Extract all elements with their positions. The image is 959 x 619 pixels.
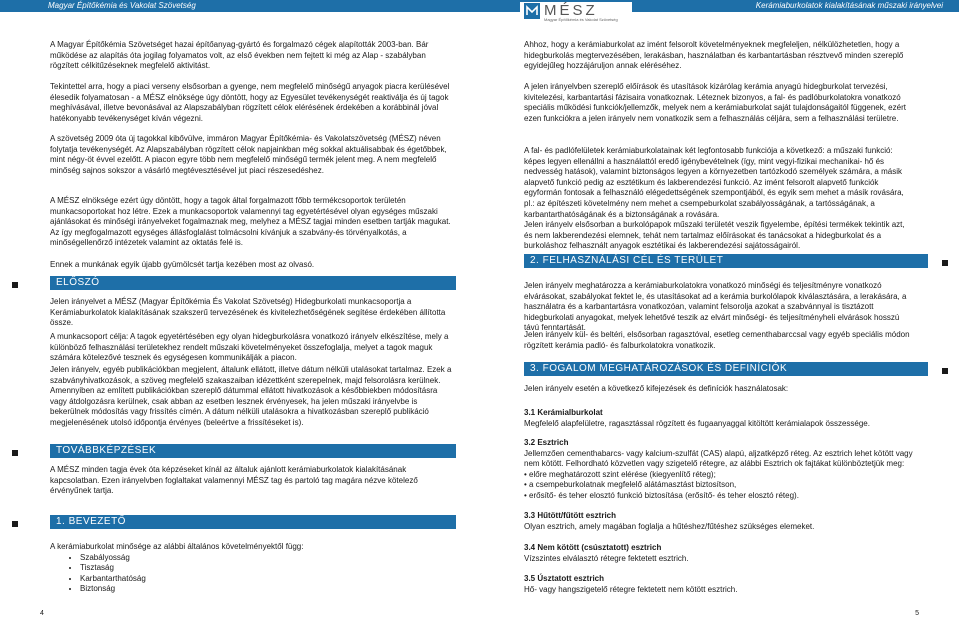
definition-text: Olyan esztrich, amely magában foglalja a hűtéshez/fűtéshez szükséges elemeket. [524,521,815,531]
reactivation-text: Tekintettel arra, hogy a piaci verseny elsősorban a gyenge, nem megfelelő minőségű anyagok piacra kerülésével élesedik folyamatosan - a MÉSZ elnöksége úgy döntött, hogy az Egyesület tevékenységét reaktiválja és új tagok meghívásával, illetve bevonásával az Alapszabályban rögzített célok elérésének érdekében a korábbinál jóval hatékonyabb tevékenységet kíván végezni. [50,82,450,123]
heading-fogalom [524,362,928,376]
intro-text: A Magyar Építőkémia Szövetséget hazai építőanyag-gyártó és forgalmazó cégek alapították 2003-ban. Bár működése az alapítás óta jogilag folyamatos volt, az első években nem fejtett ki még az Alap - szabályban rögzített célkitűzéseknek megfelelő aktivitást. [50,40,429,71]
section-marker [942,368,948,374]
page-number-right: 5 [915,610,919,617]
reader-text: Ennek a munkának egyik újabb gyümölcsét tartja kezében most az olvasó. [50,260,315,269]
functions-text: A fal- és padlófelületek kerámiaburkolatainak két legfontosabb funkciója a következő: a műszaki funkció: képes legyen ellenállni a használattól eredő igénybevételnek (így, mint vegyi-fizikai mechanikai- hő és nedvesség hatások), valamint biztonságos legyen a környezetben tartózkodó személyek számára, a másik alapvető funkció pedig az esztétikum és lakberendezési funkció. Az imént felsorolt alapvető funkciók egyformán fontosak a felhasználó elégedettségének szempontjából, és egyik sem mehet a másik rovására, pl.: az építészeti követelmény nem mehet a csempeburkolat szabályosságának, a tartósságának, a karbantarthatóságának és a biztonságának a rovására. [524,146,904,219]
heading-tovabbkepzesek [50,444,456,458]
goal-paragraph [50,332,455,364]
section-marker [12,282,18,288]
definition-text: Megfelelő alapfelületre, ragasztással rögzített és fugaanyaggal kitöltött kerámialapok összessége. [524,418,870,428]
logo-mark-icon [524,3,540,19]
definition-3-4 [524,543,915,564]
page-header [0,0,959,25]
definition-3-1 [524,408,915,429]
definition-text: Hő- vagy hangszigetelő rétegre fektetett nem kötött esztrich. [524,584,738,594]
right-intro-text: Ahhoz, hogy a kerámiaburkolat az imént felsorolt követelményeknek megfeleljen, nélkülözhetetlen, hogy a hidegburkolás megtervezésében, lerakásban, használatban és karbantartásban résztvevő minden szereplő egyidejűleg hozzájáruljon annak eléréséhez. [524,40,904,71]
heading-felhasznalasi-label: 2. FELHASZNÁLÁSI CÉL ÉS TERÜLET [530,255,724,266]
heading-bevezeto-label: 1. BEVEZETŐ [56,516,126,527]
heading-felhasznalasi-cel [524,254,928,268]
section-marker [942,260,948,266]
scope-text: A jelen irányelvben szereplő előírások és utasítások kizárólag kerámia anyagú hidegburkolat tervezési, kivitelezési, karbantartási fázisaira vonatkoznak. Léteznek bizonyos, a fal- és padlóburkolatokra vonatkozó speciális működési funkciók/jellemzők, melyek nem a kerámiaburkolat saját tulajdonságaitól függenek, ezért ezen funkciókra a jelen irányelv nem vonatkozik sem a felhasználás céljára, sem a felhasználási területre. [524,82,906,123]
renaming-text: A szövetség 2009 óta új tagokkal kibővülve, immáron Magyar Építőkémia- és Vakolatszövetség (MÉSZ) néven folytatja tevékenységét. Az Alapszabályban rögzített célok napjainkban még sokkal aktuálisabbak és égetőbbek, mint négy-öt évvel ezelőtt. A piacon egyre több nem megfelelő minőségű termék jelent meg. A nem megfelelő minőség sajnos sokszor a vásárló megtévesztésével jut piaci részesedéshez. [50,134,447,175]
training-paragraph [50,465,455,497]
goal-text: A munkacsoport célja: A tagok egyetértésében egy olyan hidegburkolásra vonatkozó irányelv elkészítése, mely a különböző felhasználási területekhez rendelt műszaki követelményeket összefoglalja, melyet a tagok maguk számára kötelezővé tesznek és egységesen kommunikálják a piacon. [50,332,449,363]
list-item: • Karbantarthatóság [80,574,455,585]
scope-paragraph [524,82,915,124]
list-item: • Szabályosság [80,553,455,564]
requirements-intro: A kerámiaburkolat minősége az alábbi általános követelményektől függ: [50,542,304,551]
intro-paragraph [50,40,455,72]
definition-3-5 [524,574,915,595]
requirements-list [50,553,455,595]
list-item: • a csempeburkolatnak megfelelő alátámasztást biztosítson, [524,480,737,490]
page-number-left: 4 [40,610,44,617]
right-intro [524,40,915,72]
references-text: Jelen irányelv, egyéb publikációkban megjelent, általunk ellátott, illetve dátum nélküli utalásokat tartalmaz. Ezek a szabványhivatkozások, a szöveg megfelelő szakaszaiban idézettként szerepelnek, majd felsorolásra kerülnek. Amennyiben az említett publikációkban szereplő dátummal ellátott hivatkozások a későbbiekben módosításra vagy átdolgozásra kerülnek, csak abban az esetben lesznek érvényesek, ha jelen műszaki irányelvbe is bekerülnek módosítás vagy frissítés címén. A dátum nélküli utalásokra a hivatkozásban szereplő publikáció megjelenésének utolsó időpontja érvényes (beleértve a frissítéseket is). [50,365,452,427]
heading-eloszo [50,276,456,290]
foreword-text: Jelen irányelvet a MÉSZ (Magyar Építőkémia És Vakolat Szövetség) Hidegburkolati munkacsoportja a Kerámiaburkolatok kialakításának szakszerű tervezésének és kivitelezhetőségének segítése érdekében állította össze. [50,297,446,328]
list-item: • Tisztaság [80,563,455,574]
header-left-title: Magyar Építőkémia és Vakolat Szövetség [48,1,196,10]
training-text: A MÉSZ minden tagja évek óta képzéseket kínál az általuk ajánlott kerámiaburkolatok kialakításának kapcsolatban. Ezen irányelvben foglaltakat valamennyi MÉSZ tag és partoló tag magára nézve kötelező érvényűnek tartja. [50,465,418,496]
requirements-block [50,542,455,595]
list-item: • előre meghatározott szint elérése (kiegyenlítő réteg); [524,469,716,479]
definition-title: 3.4 Nem kötött (csúsztatott) esztrich [524,543,662,552]
logo-text: MÉSZ [544,2,598,19]
definitions-intro [524,384,915,395]
reactivation-paragraph [50,82,455,124]
definition-title: 3.5 Úsztatott esztrich [524,574,605,583]
mesz-logo [520,2,632,24]
functions-paragraph [524,146,915,220]
applicability-paragraph [524,330,915,351]
definitions-intro-text: Jelen irányelv esetén a következő kifejezések és definíciók használatosak: [524,384,789,393]
heading-fogalom-label: 3. FOGALOM MEGHATÁROZÁSOK ÉS DEFINÍCIÓK [530,363,788,374]
technical-paragraph [524,220,915,252]
definition-title: 3.3 Hűtött/fűtött esztrich [524,511,616,520]
definition-3-2 [524,438,915,502]
purpose-text: Jelen irányelv meghatározza a kerámiaburkolatokra vonatkozó minőségi és teljesítményre vonatkozó elvárásokat, szabályokat fektet le, és utasításokat ad a kerámia burkolólapok kiválasztására, a lerakására, a használatra és a karbantartásra vonatkozóan, valamint felsorolja azokat a szabvánnyal is tisztázott hidegburkolati anyagokat, melyek lehetővé teszik az elvárt minőségi- és teljesítményheli elvárások hosszú távú fenntartását. [524,281,907,333]
heading-eloszo-label: ELŐSZÓ [56,277,100,288]
section-marker [12,521,18,527]
working-groups-text: A MÉSZ elnöksége ezért úgy döntött, hogy a tagok által forgalmazott főbb termékcsoportok területén munkacsoportokat hoz létre. Ezek a munkacsoportok valamennyi tag egyetértésével olyan egységes műszaki ajánlásokat és minőségi irányelveket fogalmaznak meg, melyhez a MÉSZ tagjai minden esetben tartják magukat. Az így megfogalmazott egységes állásfoglalást tolmácsolni kívánjuk a szabvány-és törvényalkotás, a minőségellenőrző intézetek valamint az oktatás felé is. [50,196,451,248]
foreword-paragraph [50,297,455,329]
definition-title: 3.2 Esztrich [524,438,569,447]
definition-title: 3.1 Kerámialburkolat [524,408,603,417]
definition-3-3 [524,511,915,532]
list-item: • Biztonság [80,584,455,595]
applicability-text: Jelen irányelv kül- és beltéri, elsősorban ragasztóval, esetleg cementhabarccsal vagy egyéb speciális módon rögzített kerámia padló- és falburkolatokra vonatkozik. [524,330,910,350]
heading-bevezeto [50,515,456,529]
heading-tovabbkepzesek-label: TOVÁBBKÉPZÉSEK [56,445,157,456]
header-right-title: Kerámiaburkolatok kialakításának műszaki irányelvei [755,1,943,10]
section-marker [12,450,18,456]
definition-text: Jellemzően cementhabarcs- vagy kalcium-szulfát (CAS) alapú, aljzatképző réteg. Az esztrich lehet kötött vagy nem kötött. Felhordható közvetlen vagy szigetelő rétegre, az alábbi Esztrich ok fajtákat különböztetjük meg: [524,448,913,469]
purpose-paragraph [524,281,915,334]
reader-paragraph [50,260,455,271]
logo-subtitle: Magyar Építőkémia és Vakolat Szövetség [544,17,618,22]
list-item: • erősítő- és teher elosztó funkció biztosítása (erősítő- és teher elosztó réteg). [524,490,799,500]
renaming-paragraph [50,134,455,176]
header-band-left [0,0,480,12]
definition-text: Vízszintes elválasztó rétegre fektetett esztrich. [524,553,689,563]
technical-text: Jelen irányelv elsősorban a burkolópapok műszaki területét veszik figyelembe, építési termékek tekintik azt, és nem lakberendezési elemnek, tehát nem tartalmaz előírásokat és tanácsokat a hidegburkolat és a burkoláshoz felhasznált anyagok esztétikai és lakberendezési sajátosságairól. [524,220,905,251]
references-paragraph [50,365,455,429]
working-groups-paragraph [50,196,455,249]
